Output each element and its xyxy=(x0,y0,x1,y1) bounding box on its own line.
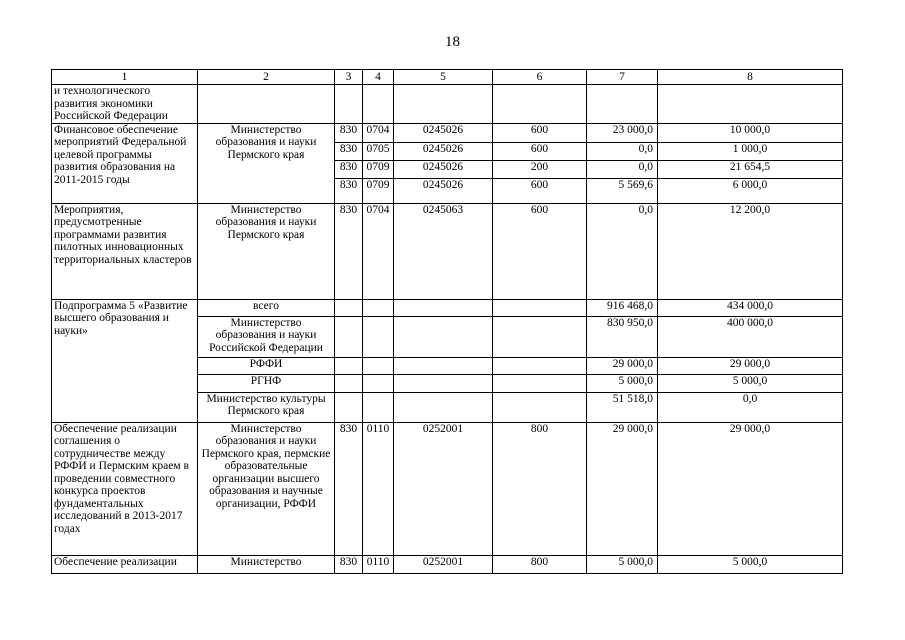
executor-cell: РГНФ xyxy=(198,374,335,392)
empty-cell xyxy=(493,392,587,422)
amount-cell: 6 000,0 xyxy=(658,178,843,203)
budget-table xyxy=(51,69,843,574)
executor-cell: Министерство xyxy=(198,555,335,573)
executor-cell: РФФИ xyxy=(198,357,335,374)
amount-cell: 29 000,0 xyxy=(658,422,843,555)
amount-cell: 10 000,0 xyxy=(658,123,843,142)
empty-cell xyxy=(335,357,363,374)
code-cell: 0704 xyxy=(363,203,394,299)
page-number: 18 xyxy=(445,34,460,50)
code-cell: 0245026 xyxy=(394,123,493,142)
amount-cell: 29 000,0 xyxy=(587,357,658,374)
empty-cell xyxy=(394,357,493,374)
empty-cell xyxy=(493,85,587,124)
code-cell: 600 xyxy=(493,123,587,142)
program-name-cell: Обеспечение реализации соглашения о сотрудничестве между РФФИ и Пермским краем в проведении совместного конкурса проектов фундаментальных исследований в 2013-2017 годах xyxy=(52,422,198,555)
empty-cell xyxy=(394,299,493,316)
empty-cell xyxy=(335,374,363,392)
amount-cell: 916 468,0 xyxy=(587,299,658,316)
empty-cell xyxy=(363,299,394,316)
empty-cell xyxy=(394,392,493,422)
empty-cell xyxy=(363,85,394,124)
code-cell: 600 xyxy=(493,203,587,299)
table-row xyxy=(52,203,843,299)
empty-cell xyxy=(394,374,493,392)
executor-cell: Министерство образования и науки Российской Федерации xyxy=(198,316,335,357)
code-cell: 800 xyxy=(493,422,587,555)
executor-cell: всего xyxy=(198,299,335,316)
code-cell: 0704 xyxy=(363,123,394,142)
empty-cell xyxy=(363,357,394,374)
code-cell: 600 xyxy=(493,178,587,203)
empty-cell xyxy=(335,85,363,124)
empty-cell xyxy=(493,374,587,392)
amount-cell: 29 000,0 xyxy=(587,422,658,555)
program-name-cell: Финансовое обеспечение мероприятий Федеральной целевой программы развития образования на 2011-2015 годы xyxy=(52,123,198,203)
empty-cell xyxy=(493,299,587,316)
code-cell: 830 xyxy=(335,203,363,299)
table-row xyxy=(52,85,843,124)
amount-cell: 29 000,0 xyxy=(658,357,843,374)
amount-cell: 0,0 xyxy=(587,203,658,299)
amount-cell: 400 000,0 xyxy=(658,316,843,357)
header-cell: 2 xyxy=(198,70,335,85)
empty-cell xyxy=(394,316,493,357)
empty-cell xyxy=(658,85,843,124)
amount-cell: 0,0 xyxy=(587,142,658,160)
code-cell: 800 xyxy=(493,555,587,573)
table-row xyxy=(52,299,843,316)
amount-cell: 5 569,6 xyxy=(587,178,658,203)
executor-cell: Министерство образования и науки Пермского края, пермские образовательные организации высшего образования и научные организации, РФФИ xyxy=(198,422,335,555)
code-cell: 830 xyxy=(335,555,363,573)
header-cell: 3 xyxy=(335,70,363,85)
program-name-cell: Подпрограмма 5 «Развитие высшего образования и науки» xyxy=(52,299,198,422)
code-cell: 830 xyxy=(335,160,363,178)
amount-cell: 51 518,0 xyxy=(587,392,658,422)
program-name-cell: Мероприятия, предусмотренные программами развития пилотных инновационных территориальных кластеров xyxy=(52,203,198,299)
code-cell: 830 xyxy=(335,422,363,555)
amount-cell: 1 000,0 xyxy=(658,142,843,160)
header-cell: 1 xyxy=(52,70,198,85)
program-name-cell: Обеспечение реализации xyxy=(52,555,198,573)
amount-cell: 5 000,0 xyxy=(587,374,658,392)
amount-cell: 5 000,0 xyxy=(587,555,658,573)
code-cell: 0705 xyxy=(363,142,394,160)
code-cell: 600 xyxy=(493,142,587,160)
code-cell: 0709 xyxy=(363,160,394,178)
header-cell: 5 xyxy=(394,70,493,85)
amount-cell: 0,0 xyxy=(587,160,658,178)
empty-cell xyxy=(363,316,394,357)
code-cell: 0245026 xyxy=(394,160,493,178)
amount-cell: 23 000,0 xyxy=(587,123,658,142)
code-cell: 200 xyxy=(493,160,587,178)
amount-cell: 21 654,5 xyxy=(658,160,843,178)
code-cell: 830 xyxy=(335,178,363,203)
header-row xyxy=(52,70,843,85)
empty-cell xyxy=(198,85,335,124)
empty-cell xyxy=(363,392,394,422)
table-row xyxy=(52,422,843,555)
header-cell: 8 xyxy=(658,70,843,85)
code-cell: 0252001 xyxy=(394,555,493,573)
empty-cell xyxy=(335,392,363,422)
header-cell: 4 xyxy=(363,70,394,85)
amount-cell: 5 000,0 xyxy=(658,555,843,573)
executor-cell: Министерство образования и науки Пермского края xyxy=(198,123,335,203)
code-cell: 0110 xyxy=(363,555,394,573)
header-cell: 7 xyxy=(587,70,658,85)
amount-cell: 0,0 xyxy=(658,392,843,422)
amount-cell: 12 200,0 xyxy=(658,203,843,299)
executor-cell: Министерство культуры Пермского края xyxy=(198,392,335,422)
empty-cell xyxy=(335,299,363,316)
code-cell: 0709 xyxy=(363,178,394,203)
amount-cell: 5 000,0 xyxy=(658,374,843,392)
amount-cell: 434 000,0 xyxy=(658,299,843,316)
code-cell: 0110 xyxy=(363,422,394,555)
code-cell: 830 xyxy=(335,142,363,160)
code-cell: 0245026 xyxy=(394,178,493,203)
code-cell: 830 xyxy=(335,123,363,142)
code-cell: 0245026 xyxy=(394,142,493,160)
empty-cell xyxy=(335,316,363,357)
table-row xyxy=(52,555,843,573)
empty-cell xyxy=(394,85,493,124)
empty-cell xyxy=(493,316,587,357)
program-name-cell: и технологического развития экономики Российской Федерации xyxy=(52,85,198,124)
empty-cell xyxy=(363,374,394,392)
executor-cell: Министерство образования и науки Пермского края xyxy=(198,203,335,299)
table-row xyxy=(52,123,843,142)
code-cell: 0245063 xyxy=(394,203,493,299)
code-cell: 0252001 xyxy=(394,422,493,555)
header-cell: 6 xyxy=(493,70,587,85)
empty-cell xyxy=(493,357,587,374)
amount-cell: 830 950,0 xyxy=(587,316,658,357)
empty-cell xyxy=(587,85,658,124)
